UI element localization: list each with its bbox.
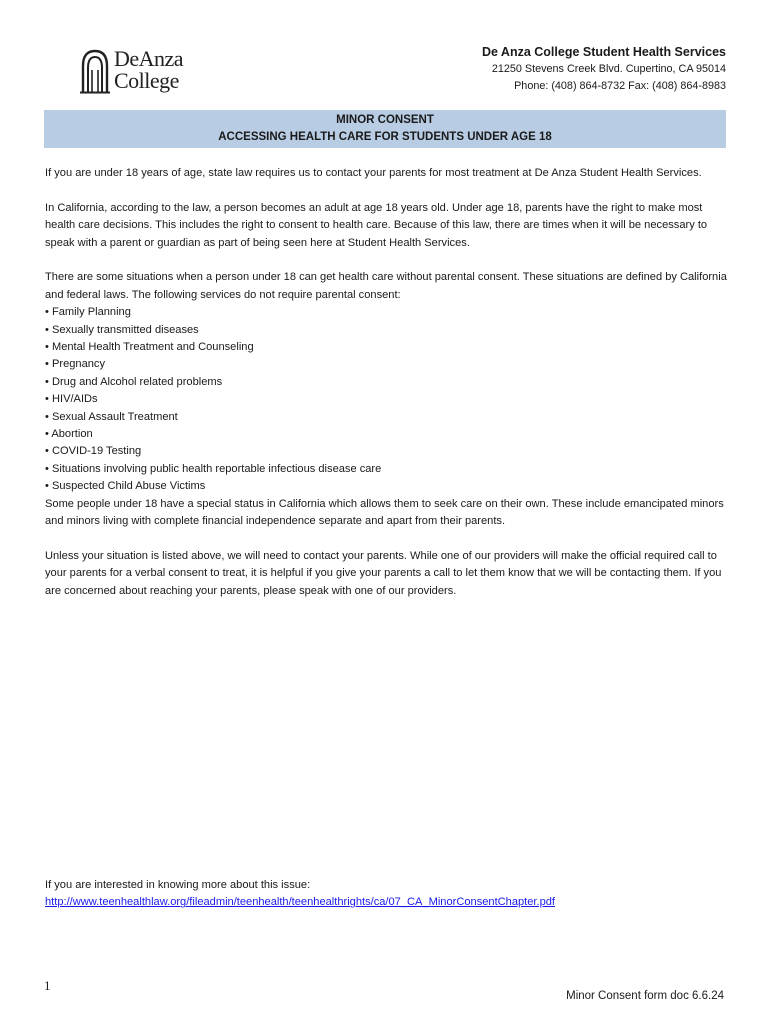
list-item: • Drug and Alcohol related problems: [45, 374, 735, 391]
page-number: 1: [44, 978, 51, 993]
list-item: • COVID-19 Testing: [45, 443, 735, 460]
list-item: • Sexual Assault Treatment: [45, 409, 735, 426]
paragraph-contact-parents: Unless your situation is listed above, we will need to contact your parents. While one of our providers will make the official required call to your parents for a verbal consent to treat, it is helpful if you give your parents a call to let them know that we will be contacting them. If you are concerned about reaching your parents, please speak with one of our providers.: [45, 549, 722, 597]
banner-title: MINOR CONSENT: [336, 114, 434, 126]
footer-doc-label: Minor Consent form doc 6.6.24: [566, 990, 724, 1002]
paragraph-intro: If you are under 18 years of age, state law requires us to contact your parents for most treatment at De Anza Student Health Services.: [45, 167, 702, 179]
paragraph-special-status: Some people under 18 have a special status in California which allows them to seek care on their own. These include emancipated minors and minors living with complete financial independence separate and apart from their parents.: [45, 497, 724, 528]
list-item: • Family Planning: [45, 304, 735, 321]
paragraph-california-law: In California, according to the law, a person becomes an adult at age 18 years old. Under age 18, parents have the right to make most health care decisions. This includes the right to consent to health care. Because of this law, there are times when it will be necessary to speak with a parent or guardian as part of being seen here at Student Health Services.: [45, 201, 708, 249]
list-item: • Situations involving public health reportable infectious disease care: [45, 461, 735, 478]
list-item: • HIV/AIDs: [45, 391, 735, 408]
banner-subtitle: ACCESSING HEALTH CARE FOR STUDENTS UNDER AGE 18: [218, 131, 552, 143]
org-phone: Phone: (408) 864-8732 Fax: (408) 864-8983: [514, 80, 726, 92]
more-info: [45, 877, 555, 912]
logo-text-line2: College: [114, 68, 179, 93]
org-name: De Anza College Student Health Services: [481, 45, 726, 59]
document-body: [45, 165, 735, 618]
org-header: [482, 44, 726, 94]
list-item: • Mental Health Treatment and Counseling: [45, 339, 735, 356]
logo-text-line1: DeAnza: [114, 46, 184, 71]
title-banner: [44, 110, 726, 148]
more-info-label: If you are interested in knowing more about this issue:: [45, 879, 311, 891]
services-list: [45, 304, 735, 495]
list-item: • Suspected Child Abuse Victims: [45, 478, 735, 495]
list-item: • Abortion: [45, 426, 735, 443]
resource-link[interactable]: http://www.teenhealthlaw.org/fileadmin/teenhealth/teenhealthrights/ca/07_CA_MinorConsentChapter.pdf: [45, 896, 556, 909]
paragraph-exceptions: There are some situations when a person under 18 can get health care without parental consent. These situations are defined by California and federal laws. The following services do not require parental consent:: [45, 271, 727, 301]
list-item: • Pregnancy: [45, 356, 735, 373]
de-anza-logo: [80, 46, 198, 98]
org-address: 21250 Stevens Creek Blvd. Cupertino, CA 95014: [491, 63, 726, 75]
college-arch-icon: [80, 48, 110, 94]
list-item: • Sexually transmitted diseases: [45, 322, 735, 339]
